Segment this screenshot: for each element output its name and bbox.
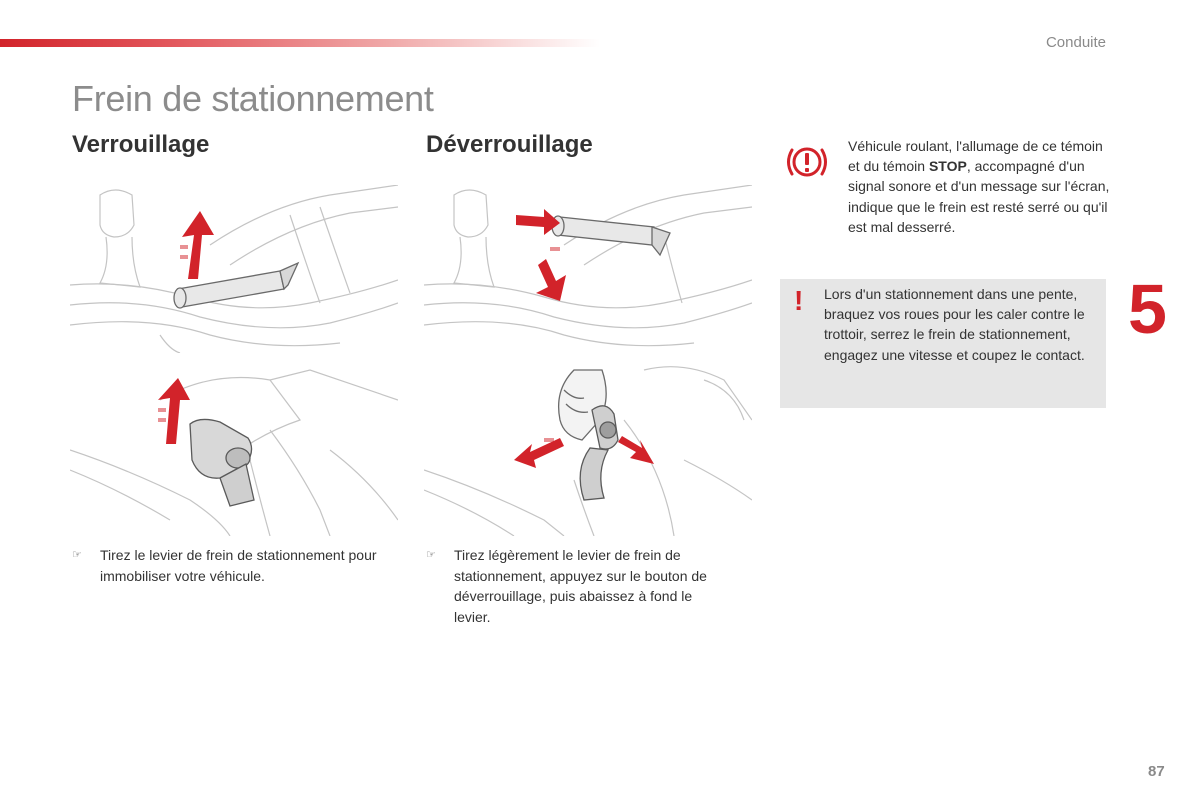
warning-text-stop: STOP [928,158,967,175]
pointing-hand-icon: ☞ [426,549,436,561]
unlocking-heading: Déverrouillage [426,131,593,158]
locking-instruction [72,545,378,586]
page-title: Frein de stationnement [72,78,434,119]
warning-text-before: Véhicule roulant, l'allumage de ce témoin et du témoin [848,138,1103,175]
pointing-hand-icon: ☞ [72,549,82,561]
locking-illustration-detail [70,360,398,536]
locking-illustration-lever [70,185,398,353]
header-accent-bar [0,39,600,47]
locking-heading: Verrouillage [72,131,210,158]
note-box [780,279,1106,408]
warning-text-after: , accompagné d'un signal sonore et d'un message sur l'écran, indique que le frein est resté serré ou qu'il est mal desserré. [848,158,1110,235]
exclamation-icon: ! [794,285,804,316]
note-text: Lors d'un stationnement dans une pente, braquez vos roues pour les caler contre le trottoir, serrez le frein de stationnement, engagez une vitesse et coupez le contact. [824,286,1085,363]
page-number: 87 [1148,763,1165,780]
chapter-number: 5 [1128,270,1167,348]
unlocking-instruction-text: Tirez légèrement le levier de frein de stationnement, appuyez sur le bouton de déverrouillage, puis abaissez à fond le levier. [454,547,707,625]
unlocking-illustration-lever [424,185,752,353]
unlocking-illustration-hand [424,360,752,536]
warning-text [848,136,1110,237]
unlocking-instruction [426,545,732,627]
locking-instruction-text: Tirez le levier de frein de stationnement pour immobiliser votre véhicule. [100,547,377,584]
chapter-name: Conduite [1045,34,1106,51]
parking-brake-warning-icon [784,142,830,182]
